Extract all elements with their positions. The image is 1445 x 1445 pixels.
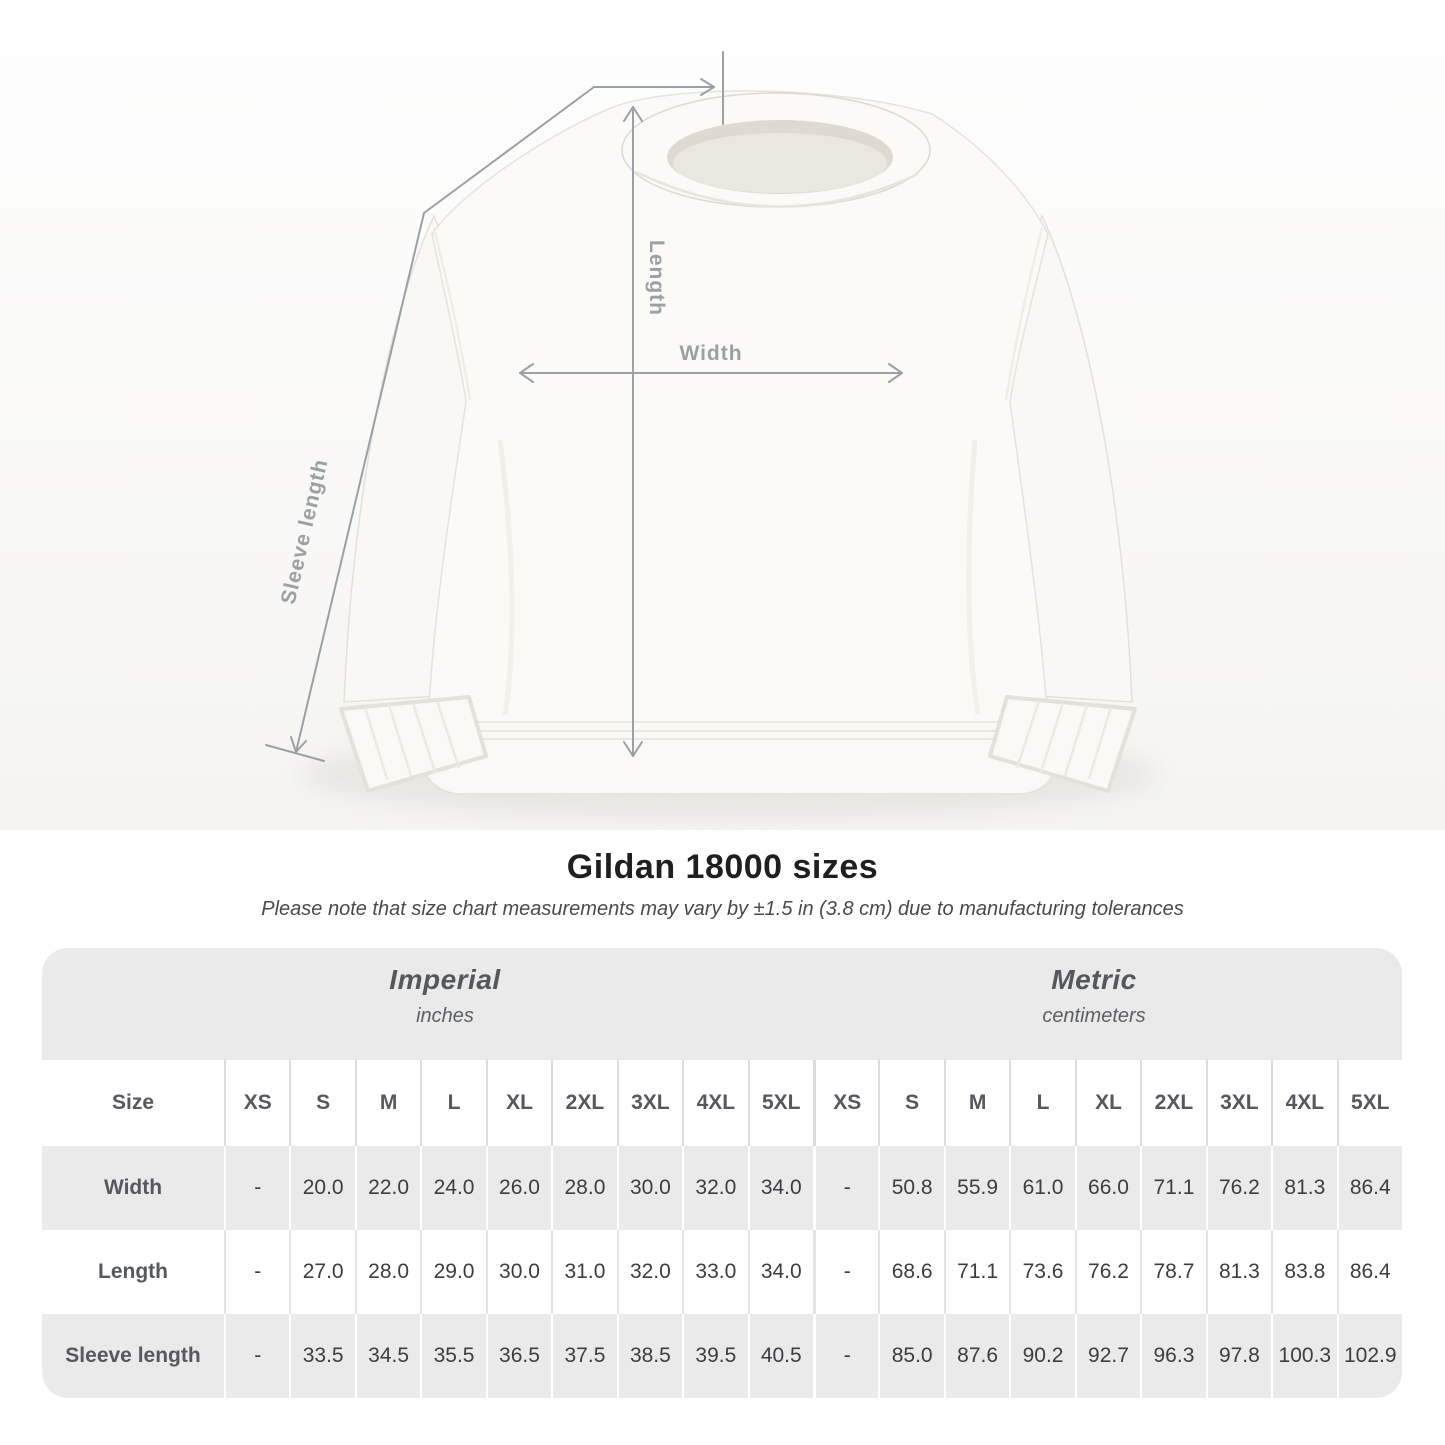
value-cell: 102.9 (1337, 1314, 1402, 1398)
size-header-row (42, 1060, 1402, 1146)
value-cell: - (813, 1146, 878, 1230)
value-cell: 73.6 (1009, 1230, 1074, 1314)
value-cell: 81.3 (1206, 1230, 1271, 1314)
size-col-header-metric-xs: XS (813, 1060, 878, 1146)
value-cell: 34.0 (748, 1146, 813, 1230)
size-col-header-metric-m: M (944, 1060, 1009, 1146)
size-col-header-metric-4xl: 4XL (1271, 1060, 1336, 1146)
width-label: Width (679, 342, 743, 365)
value-cell: 61.0 (1009, 1146, 1074, 1230)
metric-unit: centimeters (1042, 1005, 1146, 1027)
size-col-header-metric-2xl: 2XL (1140, 1060, 1205, 1146)
value-cell: 96.3 (1140, 1314, 1205, 1398)
value-cell: 22.0 (355, 1146, 420, 1230)
value-cell: 30.0 (617, 1146, 682, 1230)
size-col-header-imperial-3xl: 3XL (617, 1060, 682, 1146)
table-row-width (42, 1146, 1402, 1230)
value-cell: 86.4 (1337, 1230, 1402, 1314)
value-cell: - (813, 1230, 878, 1314)
size-col-header-imperial-4xl: 4XL (682, 1060, 747, 1146)
size-col-header-imperial-l: L (420, 1060, 485, 1146)
value-cell: 100.3 (1271, 1314, 1336, 1398)
row-label: Sleeve length (65, 1344, 201, 1367)
value-cell: 85.0 (878, 1314, 943, 1398)
value-cell: 90.2 (1009, 1314, 1074, 1398)
size-col-header-imperial-5xl: 5XL (748, 1060, 813, 1146)
value-cell: 37.5 (551, 1314, 616, 1398)
value-cell: 34.5 (355, 1314, 420, 1398)
unit-header-band (42, 948, 1402, 1060)
value-cell: 28.0 (355, 1230, 420, 1314)
size-col-header-metric-xl: XL (1075, 1060, 1140, 1146)
row-label: Length (98, 1260, 168, 1283)
value-cell: - (813, 1314, 878, 1398)
value-cell: 40.5 (748, 1314, 813, 1398)
value-cell: 30.0 (486, 1230, 551, 1314)
tolerance-note: Please note that size chart measurements may vary by ±1.5 in (3.8 cm) due to manufacturing tolerances (261, 898, 1184, 920)
value-cell: 55.9 (944, 1146, 1009, 1230)
value-cell: 81.3 (1271, 1146, 1336, 1230)
value-cell: 24.0 (420, 1146, 485, 1230)
value-cell: 78.7 (1140, 1230, 1205, 1314)
size-col-header-imperial-xl: XL (486, 1060, 551, 1146)
value-cell: 38.5 (617, 1314, 682, 1398)
value-cell: 66.0 (1075, 1146, 1140, 1230)
size-col-header-metric-s: S (878, 1060, 943, 1146)
row-label: Width (103, 1176, 163, 1199)
value-cell: 26.0 (486, 1146, 551, 1230)
value-cell: 31.0 (551, 1230, 616, 1314)
size-col-header-imperial-xs: XS (224, 1060, 289, 1146)
value-cell: - (224, 1146, 289, 1230)
hem-ribbing (418, 722, 1060, 794)
value-cell: 36.5 (486, 1314, 551, 1398)
value-cell: - (224, 1314, 289, 1398)
value-cell: 33.5 (289, 1314, 354, 1398)
length-label: Length (645, 240, 668, 316)
size-col-header-metric-l: L (1009, 1060, 1074, 1146)
value-cell: 20.0 (289, 1146, 354, 1230)
size-table (42, 948, 1402, 1398)
value-cell: 32.0 (682, 1146, 747, 1230)
value-cell: 29.0 (420, 1230, 485, 1314)
value-cell: 32.0 (617, 1230, 682, 1314)
size-col-header-metric-3xl: 3XL (1206, 1060, 1271, 1146)
imperial-title: Imperial (389, 964, 501, 995)
value-cell: 27.0 (289, 1230, 354, 1314)
sleeve-length-label: Sleeve length (276, 456, 333, 607)
value-cell: 87.6 (944, 1314, 1009, 1398)
value-cell: 83.8 (1271, 1230, 1336, 1314)
size-col-header-metric-5xl: 5XL (1337, 1060, 1402, 1146)
value-cell: 76.2 (1206, 1146, 1271, 1230)
size-col-header-imperial-2xl: 2XL (551, 1060, 616, 1146)
size-col-header-imperial-s: S (289, 1060, 354, 1146)
table-row-length (42, 1230, 1402, 1314)
value-cell: 71.1 (1140, 1146, 1205, 1230)
value-cell: 76.2 (1075, 1230, 1140, 1314)
value-cell: 68.6 (878, 1230, 943, 1314)
value-cell: 92.7 (1075, 1314, 1140, 1398)
imperial-unit: inches (416, 1005, 474, 1027)
imperial-header-group (389, 964, 500, 1028)
value-cell: 86.4 (1337, 1146, 1402, 1230)
value-cell: - (224, 1230, 289, 1314)
value-cell: 28.0 (551, 1146, 616, 1230)
size-header: Size (111, 1091, 155, 1114)
table-row-sleeve-length (42, 1314, 1402, 1398)
metric-header-group (1042, 964, 1145, 1028)
value-cell: 35.5 (420, 1314, 485, 1398)
table-body (42, 1146, 1402, 1398)
value-cell: 71.1 (944, 1230, 1009, 1314)
metric-title: Metric (1051, 964, 1137, 995)
size-col-header-imperial-m: M (355, 1060, 420, 1146)
value-cell: 97.8 (1206, 1314, 1271, 1398)
value-cell: 34.0 (748, 1230, 813, 1314)
page-title: Gildan 18000 sizes (566, 848, 879, 886)
value-cell: 33.0 (682, 1230, 747, 1314)
value-cell: 39.5 (682, 1314, 747, 1398)
value-cell: 50.8 (878, 1146, 943, 1230)
collar (622, 93, 930, 207)
